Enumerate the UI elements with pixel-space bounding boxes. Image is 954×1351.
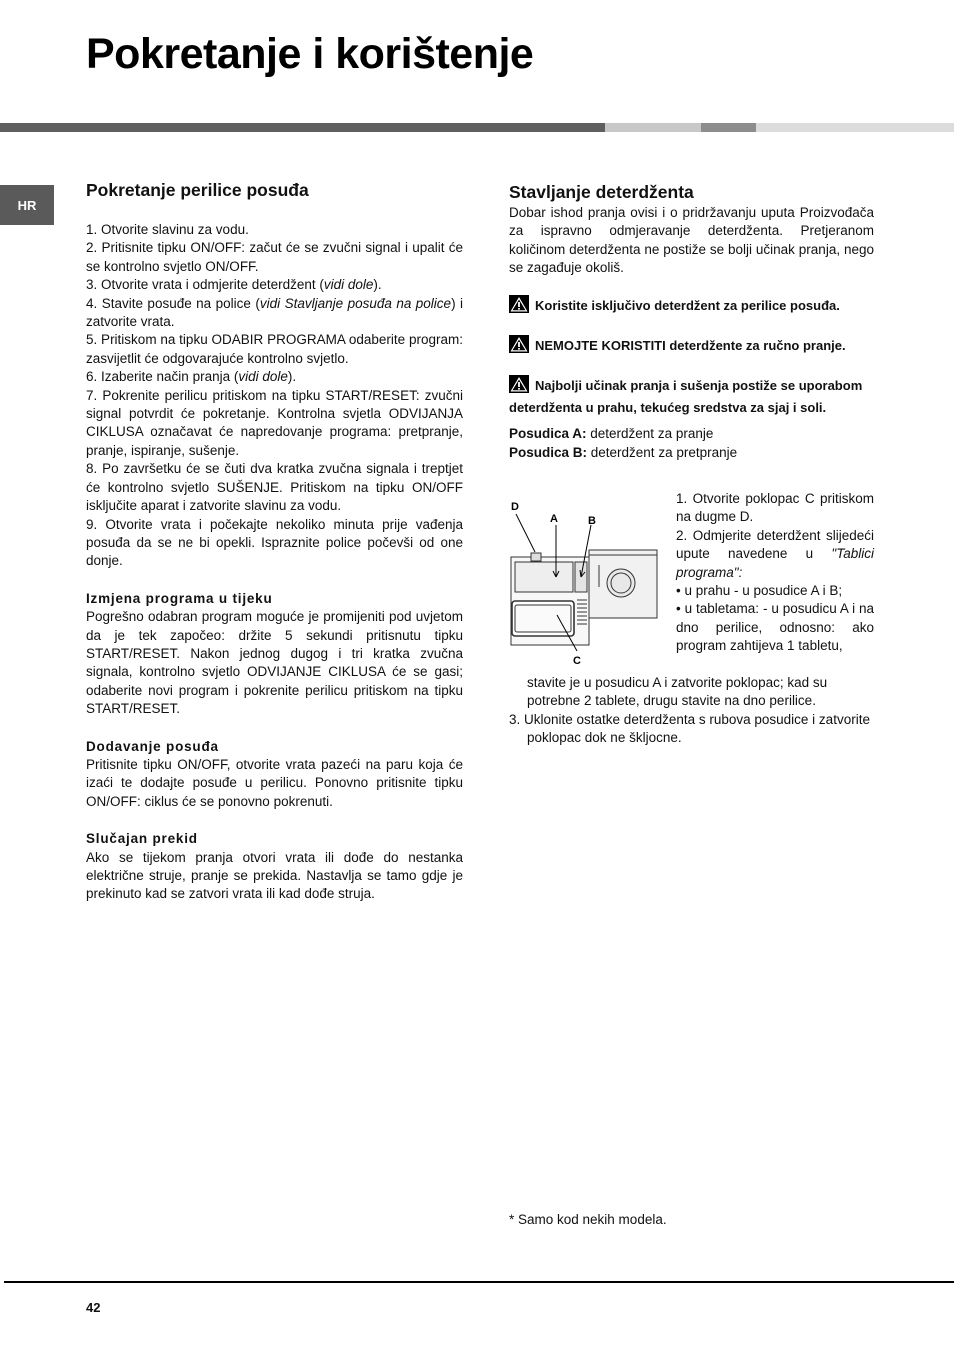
- section-add-dishes: [86, 738, 463, 812]
- bullet-continuation: stavite je u posudicu A i zatvorite poklopac; kad su potrebne 2 tablete, drugu stavite na dno perilice.: [527, 675, 828, 709]
- footnote: * Samo kod nekih modela.: [509, 1212, 667, 1227]
- step-item: 2. Odmjerite deterdžent slijedeći upute navedene u "Tablici programa":: [676, 527, 874, 580]
- section-heading-detergent: Stavljanje deterdženta: [509, 182, 694, 202]
- step-item: 5. Pritiskom na tipku ODABIR PROGRAMA odaberite program: zasvijetlit će odgovarajuće kontrolno svjetlo.: [86, 332, 463, 366]
- intro-paragraph: Dobar ishod pranja ovisi i o pridržavanju uputa Proizvođača za ispravno odmjeravanje deterdženta. Pretjeranom količinom deterdženta ne postiže se bolji učinak pranja, nego se zagađuje okoliš.: [509, 205, 874, 276]
- right-column: [509, 180, 874, 462]
- diagram-label-a: A: [550, 513, 558, 525]
- diagram-label-d: D: [511, 501, 519, 513]
- section-heading-start: Pokretanje perilice posuđa: [86, 180, 309, 200]
- section-change-program: [86, 590, 463, 719]
- warning-item: NEMOJTE KORISTITI deterdžente za ručno pranje.: [509, 335, 874, 358]
- detergent-dispenser-diagram: [509, 497, 661, 669]
- step-item: 1. Otvorite poklopac C pritiskom na dugme D.: [676, 491, 874, 525]
- step-item: 3. Uklonite ostatke deterdženta s rubova posudice i zatvorite poklopac dok ne škljocne.: [509, 711, 870, 746]
- bullet-item: • u tabletama: - u posudicu A i na dno perilice, odnosno: ako program zahtijeva 1 tabletu,: [676, 601, 874, 654]
- paragraph: Pogrešno odabran program moguće je promijeniti pod uvjetom da je tek započeo: držite 5 sekundi pritisnutu tipku START/RESET. Nakon jednog dugog i tri kratka zvučna signala, kontrolno svjetlo ODVIJANJE CIKLUSA će se gasi; odaberite novi program i pokrenite perilicu pritiskom na tipku START/RESET.: [86, 609, 463, 717]
- page-number: 42: [86, 1300, 101, 1315]
- compartment-a: Posudica A: deterdžent za pranje: [509, 426, 714, 442]
- paragraph: Pritisnite tipku ON/OFF, otvorite vrata pazeći na paru koja će izaći te dodajte posuđe u perilicu. Ponovno pritisnite tipku ON/OFF: ciklus će se ponovno pokrenuti.: [86, 756, 463, 809]
- left-column: [86, 178, 463, 904]
- start-steps-list: [86, 221, 463, 571]
- diagram-label-c: C: [573, 655, 581, 667]
- header-bar-light: [605, 123, 701, 132]
- language-tab: HR: [0, 185, 54, 225]
- subheading: Dodavanje posuđa: [86, 738, 219, 754]
- step-item: 4. Stavite posuđe na police (vidi Stavljanje posuđa na police) i zatvorite vrata.: [86, 295, 464, 330]
- warning-item: Najbolji učinak pranja i sušenja postiže se uporabom deterdženta u prahu, tekućeg sredstva za sjaj i soli.: [509, 375, 874, 417]
- section-interruption: [86, 830, 463, 904]
- page-title: Pokretanje i korištenje: [86, 30, 534, 78]
- warning-triangle-icon: [509, 295, 529, 318]
- step-item: 2. Pritisnite tipku ON/OFF: začut će se zvučni signal i upalit će se kontrolno svjetlo ON/OFF.: [86, 240, 463, 274]
- step-item: 3. Otvorite vrata i odmjerite deterdžent (vidi dole).: [86, 277, 382, 293]
- paragraph: Ako se tijekom pranja otvori vrata ili dođe do nestanka električne struje, pranje se prekida. Nastavlja se tamo gdje je prekinuto kad se zatvori vrata ili kad dođe struja.: [86, 849, 463, 902]
- step-item: 9. Otvorite vrata i počekajte nekoliko minuta prije vađenja posuđa da se ne bi opekli. Ispraznite police počevši od one donje.: [86, 516, 463, 569]
- warning-triangle-icon: [509, 375, 529, 398]
- step-item: 6. Izaberite način pranja (vidi dole).: [86, 369, 297, 385]
- step-item: 7. Pokrenite perilicu pritiskom na tipku START/RESET: zvučni signal potvrdit će pokretanje. Kontrolna svjetla ODVIJANJA CIKLUSA označavat će napredovanje programa: pretpranje, pranje, ispiranje, sušenje.: [86, 387, 463, 458]
- dispenser-steps: [676, 490, 874, 656]
- dispenser-steps-continued: [509, 674, 874, 748]
- step-item: 1. Otvorite slavinu za vodu.: [86, 222, 249, 237]
- header-bar-pale: [756, 123, 954, 132]
- subheading: Izmjena programa u tijeku: [86, 590, 273, 606]
- footer-divider: [4, 1281, 954, 1283]
- step-item: 8. Po završetku će se čuti dva kratka zvučna signala i treptjet će kontrolno svjetlo SUŠENJE. Pritiskom na tipku ON/OFF isključite aparat i zatvorite slavinu za vodu.: [86, 461, 463, 514]
- warning-item: Koristite isključivo deterdžent za perilice posuđa.: [509, 295, 874, 318]
- header-bar-dark: [0, 123, 605, 132]
- compartment-b: Posudica B: deterdžent za pretpranje: [509, 444, 738, 460]
- header-bar-mid: [701, 123, 756, 132]
- warning-triangle-icon: [509, 335, 529, 358]
- diagram-label-b: B: [588, 515, 596, 527]
- subheading: Slučajan prekid: [86, 831, 198, 847]
- bullet-item: • u prahu - u posudice A i B;: [676, 583, 843, 599]
